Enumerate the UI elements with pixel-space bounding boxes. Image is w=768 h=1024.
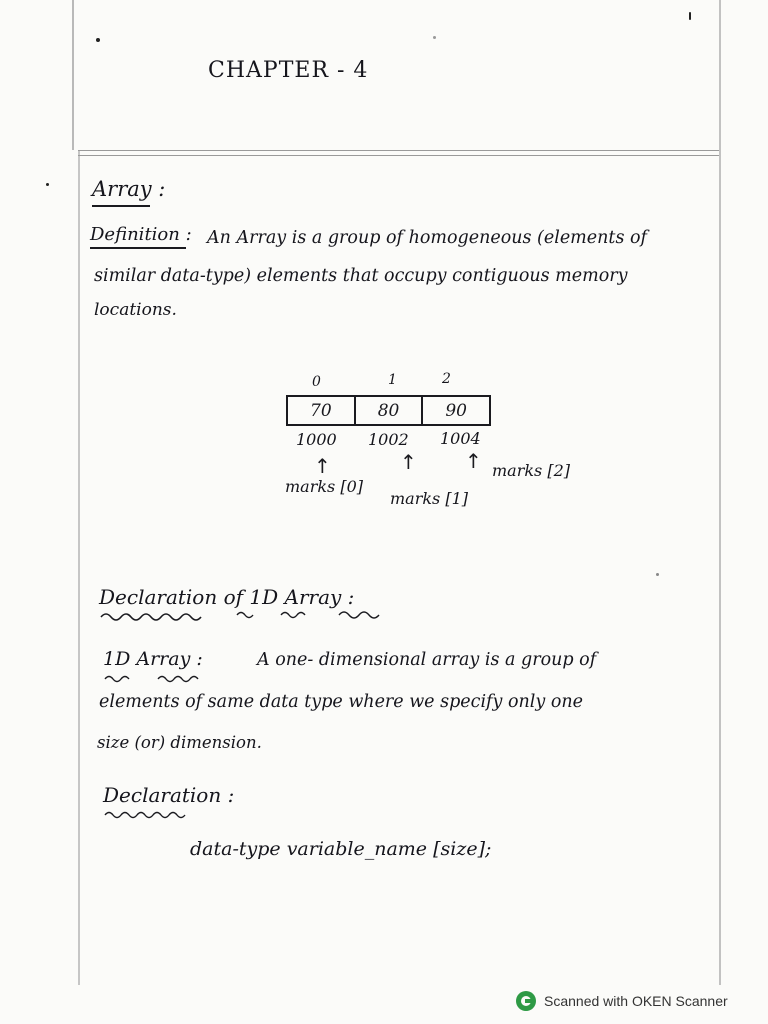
array-element-label: marks [0] [285, 477, 364, 496]
declaration-syntax: data-type variable_name [size]; [190, 838, 492, 860]
1d-array-term: 1D Array : [103, 648, 203, 670]
declaration-heading: Declaration : [103, 783, 235, 807]
oken-logo-icon [516, 991, 536, 1011]
array-cell: 80 [356, 397, 424, 424]
scanner-text: Scanned with OKEN Scanner [544, 993, 728, 1009]
squiggle-underline [103, 672, 213, 684]
ink-dot [433, 36, 436, 39]
array-cell: 90 [445, 400, 467, 421]
definition-line: similar data-type) elements that occupy contiguous memory [94, 266, 628, 286]
ink-dot [96, 38, 100, 42]
memory-address: 1002 [368, 430, 409, 449]
right-margin-line [719, 0, 721, 985]
scanner-watermark [516, 990, 728, 1012]
heading-underline [92, 205, 150, 207]
1d-array-text: elements of same data type where we specify only one [99, 692, 583, 712]
array-box [286, 395, 491, 426]
left-margin-line [78, 150, 80, 985]
array-cell: 70 [288, 397, 356, 424]
definition-underline [90, 247, 186, 249]
squiggle-underline [103, 808, 213, 820]
array-heading: Array : [92, 177, 166, 201]
header-rule [78, 150, 719, 151]
array-element-label: marks [1] [390, 489, 469, 508]
array-index: 2 [442, 371, 451, 387]
memory-address: 1000 [296, 430, 337, 449]
array-element-label: marks [2] [492, 461, 571, 480]
array-index: 0 [312, 374, 321, 390]
definition-line: An Array is a group of homogeneous (elements of [207, 228, 647, 248]
ink-mark [689, 12, 691, 20]
1d-array-text: A one- dimensional array is a group of [257, 650, 597, 670]
up-arrow-icon: ↑ [400, 450, 417, 474]
chapter-title: CHAPTER - 4 [208, 58, 369, 83]
ink-dot [656, 573, 659, 576]
up-arrow-icon: ↑ [314, 454, 331, 478]
margin-line [72, 0, 74, 150]
squiggle-underline [99, 608, 389, 622]
up-arrow-icon: ↑ [465, 449, 482, 473]
array-index: 1 [388, 372, 397, 388]
memory-address: 1004 [440, 429, 481, 448]
header-rule [78, 155, 719, 156]
definition-line: locations. [94, 300, 177, 320]
declaration-1d-heading: Declaration of 1D Array : [99, 585, 355, 609]
ink-dot [46, 183, 49, 186]
definition-label: Definition : [90, 224, 192, 245]
1d-array-text: size (or) dimension. [97, 733, 262, 752]
